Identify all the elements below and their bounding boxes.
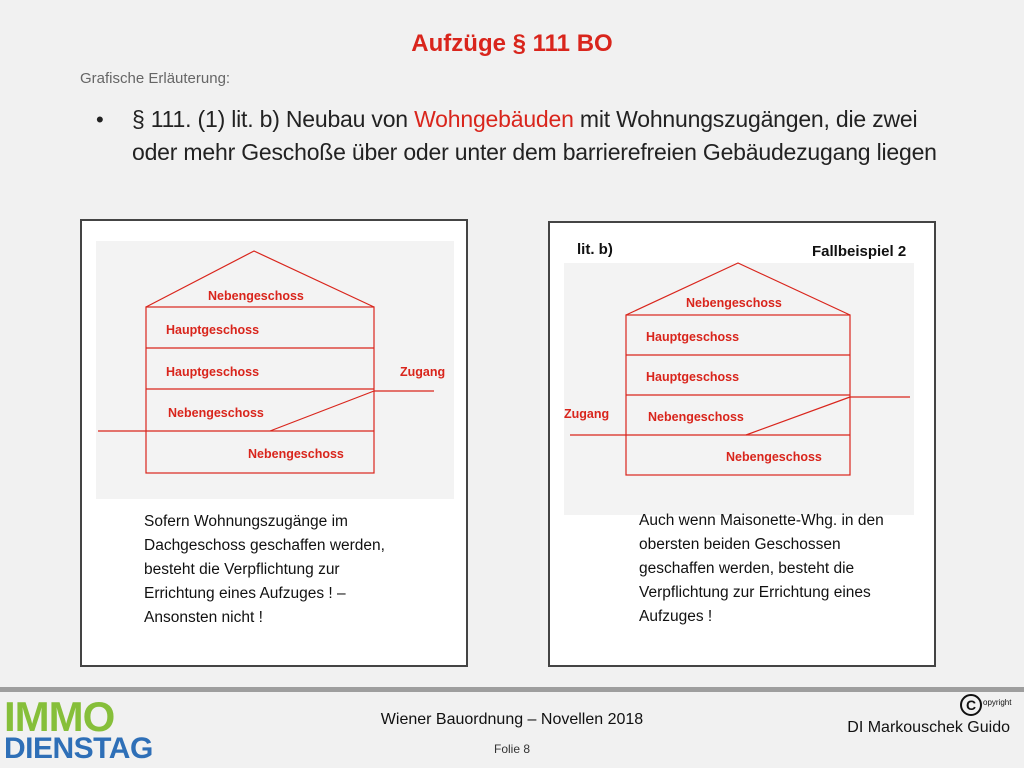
author-name: DI Markouschek Guido [847, 719, 1010, 736]
footer-divider [0, 687, 1024, 692]
diagram-2-floor-label: Hauptgeschoss [646, 330, 740, 344]
diagram-1-floor-label: Hauptgeschoss [166, 365, 260, 379]
footer-title: Wiener Bauordnung – Novellen 2018 [380, 711, 644, 728]
bullet-highlight: Wohngebäuden [414, 106, 574, 132]
building-diagram-1 [82, 221, 466, 521]
diagram-1-floor-label: Nebengeschoss [208, 289, 304, 303]
bullet-text [132, 103, 956, 169]
slide-number: Folie 8 [493, 742, 531, 756]
logo-immo: IMMO [4, 693, 115, 740]
logo-dienstag: DIENSTAG [4, 732, 153, 765]
slide-title: Aufzüge § 111 BO [411, 30, 613, 57]
copyright-text: opyright [983, 697, 1012, 707]
case-1-description: Sofern Wohnungszugänge im Dachgeschoss geschaffen werden, besteht die Verpflichtung zur Errichtung eines Aufzuges ! – Ansonsten nicht ! [144, 513, 385, 626]
bullet-point [96, 103, 956, 169]
bullet-marker: • [96, 107, 104, 132]
case-panel-1 [80, 219, 468, 667]
diagram-1-floor-label: Nebengeschoss [248, 447, 344, 461]
diagram-1-floor-label: Nebengeschoss [168, 406, 264, 420]
case-2-lit: lit. b) [577, 241, 613, 258]
bullet-text-before: § 111. (1) lit. b) Neubau von [132, 106, 415, 132]
diagram-1-floor-label: Hauptgeschoss [166, 323, 260, 337]
building-diagram-2 [550, 223, 934, 523]
case-panel-2 [548, 221, 936, 667]
diagram-2-floor-label: Nebengeschoss [726, 450, 822, 464]
diagram-2-floor-label: Hauptgeschoss [646, 370, 740, 384]
copyright-icon: C [960, 694, 982, 716]
diagram-2-floor-label: Nebengeschoss [648, 410, 744, 424]
diagram-2-floor-label: Nebengeschoss [686, 296, 782, 310]
case-2-description: Auch wenn Maisonette-Whg. in den obersten beiden Geschossen geschaffen werden, besteht die Verpflichtung zur Errichtung eines Aufzuges ! [639, 512, 884, 625]
diagram-1-entrance-label: Zugang [400, 365, 446, 379]
copyright-mark [960, 694, 1011, 716]
bullet-text-after: mit Wohnungszugängen, die zwei oder mehr Geschoße über oder unter dem barrierefreien Gebäudezugang liegen [132, 106, 937, 165]
diagram-2-entrance-label: Zugang [564, 407, 610, 421]
case-2-label: Fallbeispiel 2 [812, 243, 907, 260]
slide-subtitle: Grafische Erläuterung: [80, 70, 231, 87]
